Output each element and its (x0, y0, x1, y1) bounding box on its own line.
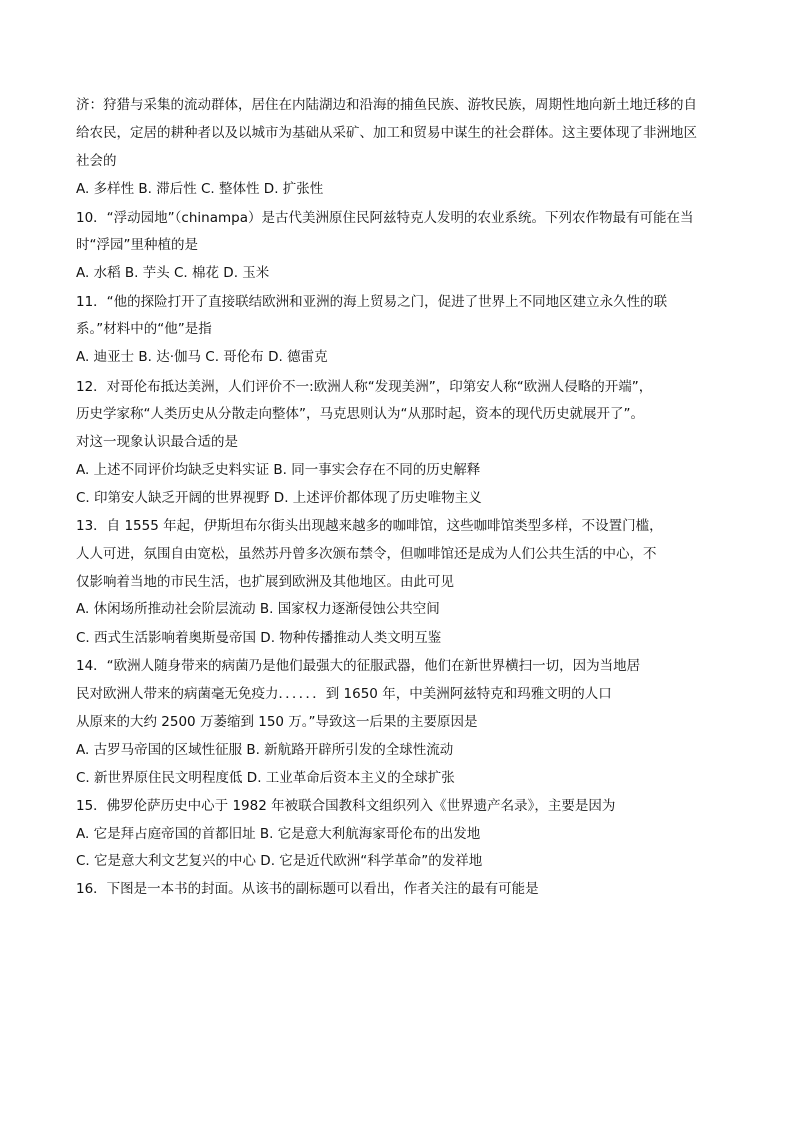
answer-options-q10: A. 水稻 B. 芋头 C. 棉花 D. 玉米 (76, 265, 270, 281)
question-11: 11．“他的探险打开了直接联结欧洲和亚洲的海上贸易之门，促进了世界上不同地区建立永久性的联 (76, 294, 668, 310)
answer-options-q14-ab: A. 古罗马帝国的区域性征服 B. 新航路开辟所引发的全球性流动 (76, 742, 454, 758)
text-line: 民对欧洲人带来的病菌毫无免疫力．．．．．．到 1650 年，中美洲阿兹特克和玛雅文明的人口 (76, 686, 612, 702)
text-line: 系。”材料中的“他”是指 (76, 321, 212, 337)
question-14: 14．“欧洲人随身带来的病菌乃是他们最强大的征服武器，他们在新世界横扫一切，因为当地居 (76, 658, 641, 674)
answer-options-q12-ab: A. 上述不同评价均缺乏史料实证 B. 同一事实会存在不同的历史解释 (76, 462, 481, 478)
question-10: 10．“浮动园地”（chinampa）是古代美洲原住民阿兹特克人发明的农业系统。下列农作物最有可能在当 (76, 210, 694, 226)
text-line: 历史学家称“人类历史从分散走向整体”，马克思则认为“从那时起，资本的现代历史就展开了”。 (76, 406, 644, 422)
text-line: 社会的 (76, 153, 117, 169)
question-16: 16．下图是一本书的封面。从该书的副标题可以看出，作者关注的最有可能是 (76, 881, 539, 897)
text-line: 人人可进，氛围自由宽松，虽然苏丹曾多次颁布禁令，但咖啡馆还是成为人们公共生活的中心，不 (76, 546, 657, 562)
text-line: 给农民，定居的耕种者以及以城市为基础从采矿、加工和贸易中谋生的社会群体。这主要体现了非洲地区 (76, 125, 697, 141)
question-15: 15．佛罗伦萨历史中心于 1982 年被联合国教科文组织列入《世界遗产名录》，主要是因为 (76, 798, 616, 814)
text-line: 时“浮园”里种植的是 (76, 237, 198, 253)
answer-options-q9: A. 多样性 B. 滞后性 C. 整体性 D. 扩张性 (76, 181, 324, 197)
answer-options-q11: A. 迪亚士 B. 达·伽马 C. 哥伦布 D. 德雷克 (76, 349, 328, 365)
text-line: 仅影响着当地的市民生活，也扩展到欧洲及其他地区。由此可见 (76, 574, 454, 590)
text-line: 对这一现象认识最合适的是 (76, 434, 238, 450)
answer-options-q14-cd: C. 新世界原住民文明程度低 D. 工业革命后资本主义的全球扩张 (76, 770, 455, 786)
answer-options-q12-cd: C. 印第安人缺乏开阔的世界视野 D. 上述评价都体现了历史唯物主义 (76, 490, 482, 506)
answer-options-q13-cd: C. 西式生活影响着奥斯曼帝国 D. 物种传播推动人类文明互鉴 (76, 630, 442, 646)
text-line: 济：狩猎与采集的流动群体，居住在内陆湖边和沿海的捕鱼民族、游牧民族，周期性地向新土地迁移的自 (76, 97, 697, 113)
text-line: 从原来的大约 2500 万萎缩到 150 万。”导致这一后果的主要原因是 (76, 714, 478, 730)
question-12: 12．对哥伦布抵达美洲，人们评价不一:欧洲人称“发现美洲”，印第安人称“欧洲人侵略的开端”， (76, 379, 653, 395)
answer-options-q15-cd: C. 它是意大利文艺复兴的中心 D. 它是近代欧洲“科学革命”的发祥地 (76, 853, 483, 869)
question-13: 13．自 1555 年起，伊斯坦布尔街头出现越来越多的咖啡馆，这些咖啡馆类型多样，不设置门槛， (76, 518, 663, 534)
answer-options-q15-ab: A. 它是拜占庭帝国的首都旧址 B. 它是意大利航海家哥伦布的出发地 (76, 826, 481, 842)
answer-options-q13-ab: A. 休闲场所推动社会阶层流动 B. 国家权力逐渐侵蚀公共空间 (76, 601, 440, 617)
